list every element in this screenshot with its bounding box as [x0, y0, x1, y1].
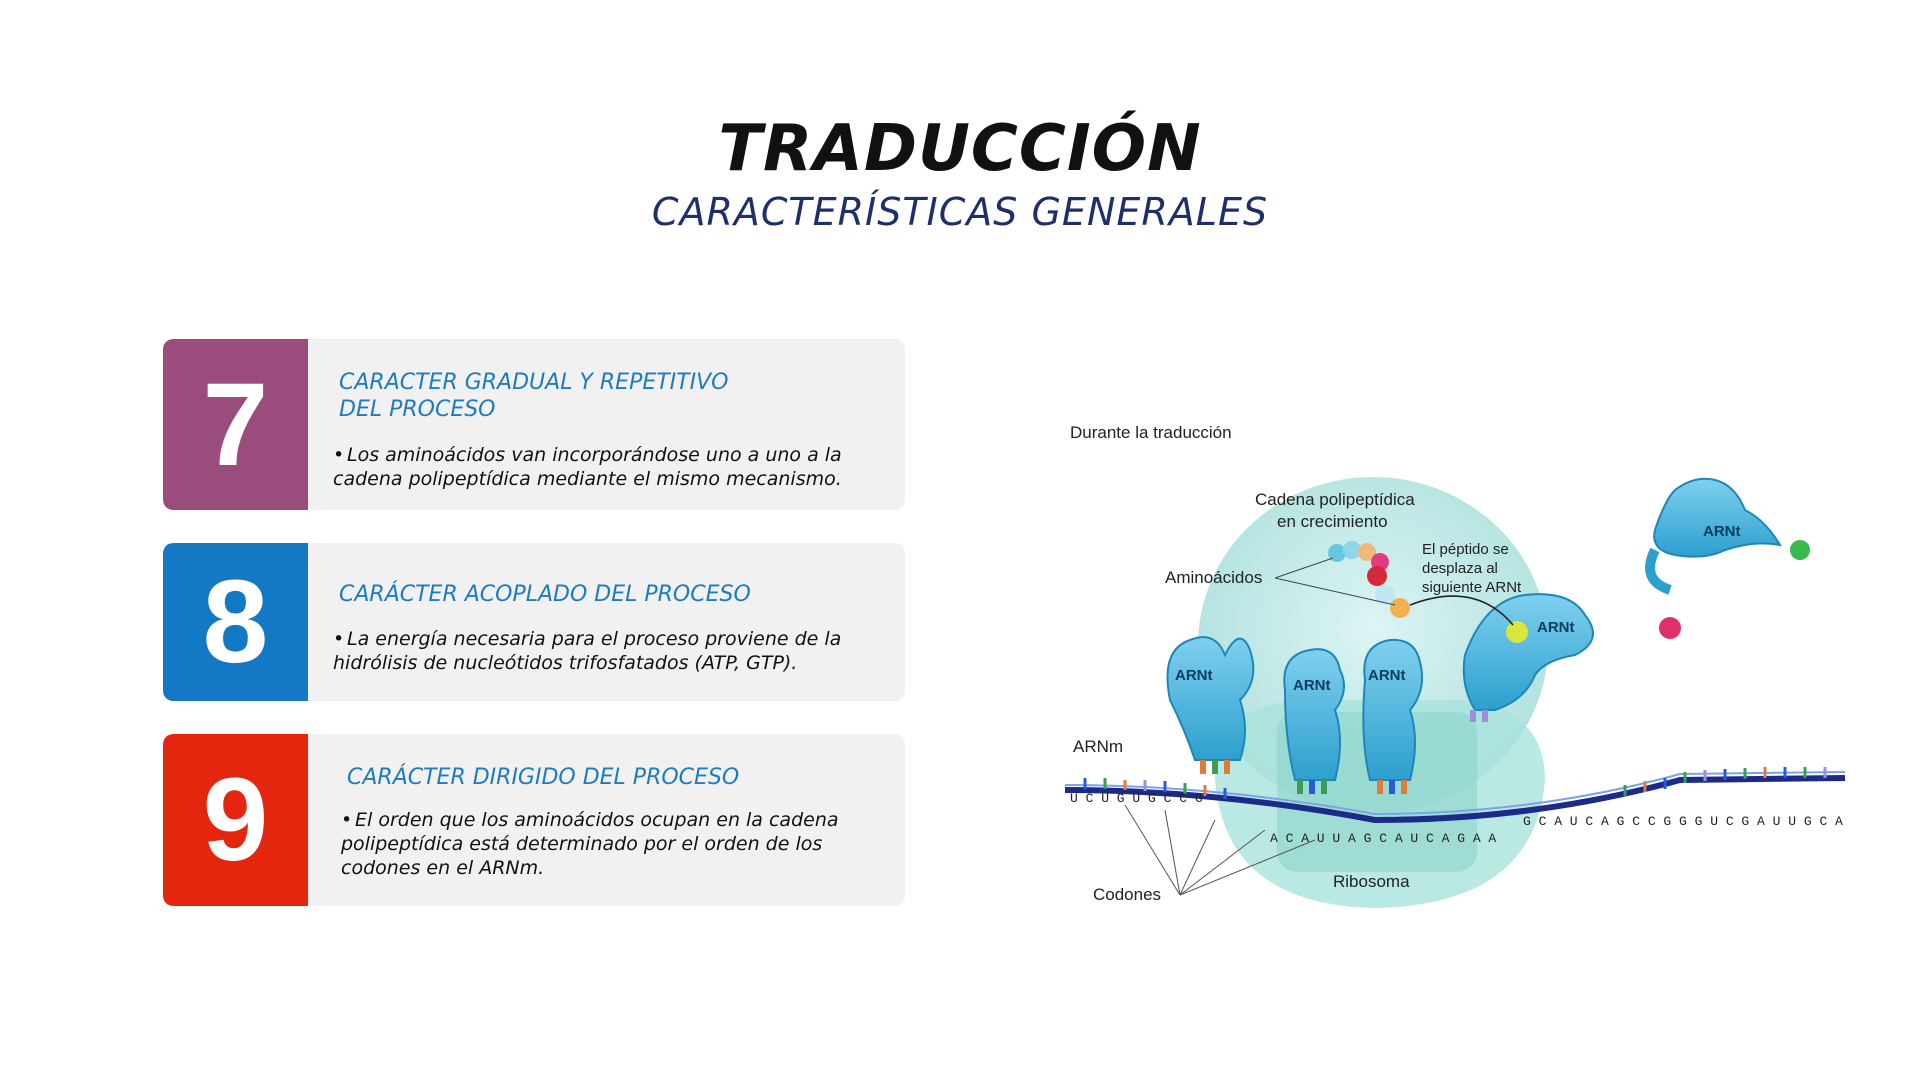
- shift-label: desplaza al: [1422, 560, 1498, 577]
- trna-label: ARNt: [1175, 667, 1213, 684]
- card-heading: [339, 369, 728, 423]
- amino-acid-bead: [1659, 617, 1681, 639]
- card-body: [333, 627, 865, 675]
- bullet-icon: •: [333, 444, 345, 466]
- ribosome-label: Ribosoma: [1333, 872, 1410, 891]
- card-body-text: Los aminoácidos van incorporándose uno a uno a la cadena polipeptídica mediante el mismo mecanismo.: [333, 444, 842, 490]
- trna-label: ARNt: [1703, 523, 1741, 540]
- card-heading-line: DEL PROCESO: [339, 397, 496, 422]
- card-body: [333, 443, 865, 491]
- bullet-icon: •: [341, 809, 353, 831]
- mrna-label: ARNm: [1073, 737, 1124, 756]
- card-body-text: La energía necesaria para el proceso proviene de la hidrólisis de nucleótidos trifosfatados (ATP, GTP).: [333, 628, 842, 674]
- feature-card-9: [163, 734, 905, 906]
- aminoacids-label: Aminoácidos: [1165, 568, 1263, 587]
- feature-card-8: [163, 543, 905, 701]
- card-heading-line: CARACTER GRADUAL Y REPETITIVO: [339, 370, 729, 395]
- card-heading: [339, 581, 751, 608]
- trna-label: ARNt: [1368, 667, 1406, 684]
- bullet-icon: •: [333, 628, 345, 650]
- trna-molecule: [1168, 637, 1254, 774]
- card-number-badge: 8: [163, 543, 308, 701]
- translation-illustration: [1065, 400, 1845, 920]
- card-heading-line: CARÁCTER DIRIGIDO DEL PROCESO: [347, 765, 740, 790]
- polypeptide-label: Cadena polipeptídica: [1255, 490, 1415, 509]
- shift-label: siguiente ARNt: [1422, 579, 1522, 596]
- codon-sequence-left: U C U G U G C C G: [1070, 791, 1203, 806]
- shift-label: El péptido se: [1422, 541, 1509, 558]
- feature-card-7: [163, 339, 905, 510]
- codon-sequence-right: G C A U C A G C C G G G U C G A U U G C A: [1523, 814, 1843, 829]
- diagram-caption: Durante la traducción: [1070, 423, 1232, 442]
- card-number-badge: 7: [163, 339, 308, 510]
- card-heading: [347, 764, 739, 791]
- codons-label: Codones: [1093, 885, 1162, 904]
- card-body: [341, 808, 865, 880]
- card-body-text: El orden que los aminoácidos ocupan en la cadena polipeptídica está determinado por el orden de los codones en el ARNm.: [341, 809, 839, 879]
- amino-acid-bead: [1367, 566, 1387, 586]
- page-title: TRADUCCIÓN: [718, 112, 1202, 186]
- page-subtitle: CARACTERÍSTICAS GENERALES: [651, 190, 1269, 234]
- trna-molecule: [1284, 649, 1344, 794]
- amino-acid-bead: [1506, 621, 1528, 643]
- amino-acid-bead: [1390, 598, 1410, 618]
- translation-diagram: [1065, 400, 1845, 920]
- trna-label: ARNt: [1293, 677, 1331, 694]
- card-heading-line: CARÁCTER ACOPLADO DEL PROCESO: [339, 582, 751, 607]
- trna-label: ARNt: [1537, 619, 1575, 636]
- amino-acid-bead: [1790, 540, 1810, 560]
- polypeptide-label: en crecimiento: [1277, 512, 1388, 531]
- card-number-badge: 9: [163, 734, 308, 906]
- codon-sequence-middle: A C A U U A G C A U C A G A A: [1270, 831, 1497, 846]
